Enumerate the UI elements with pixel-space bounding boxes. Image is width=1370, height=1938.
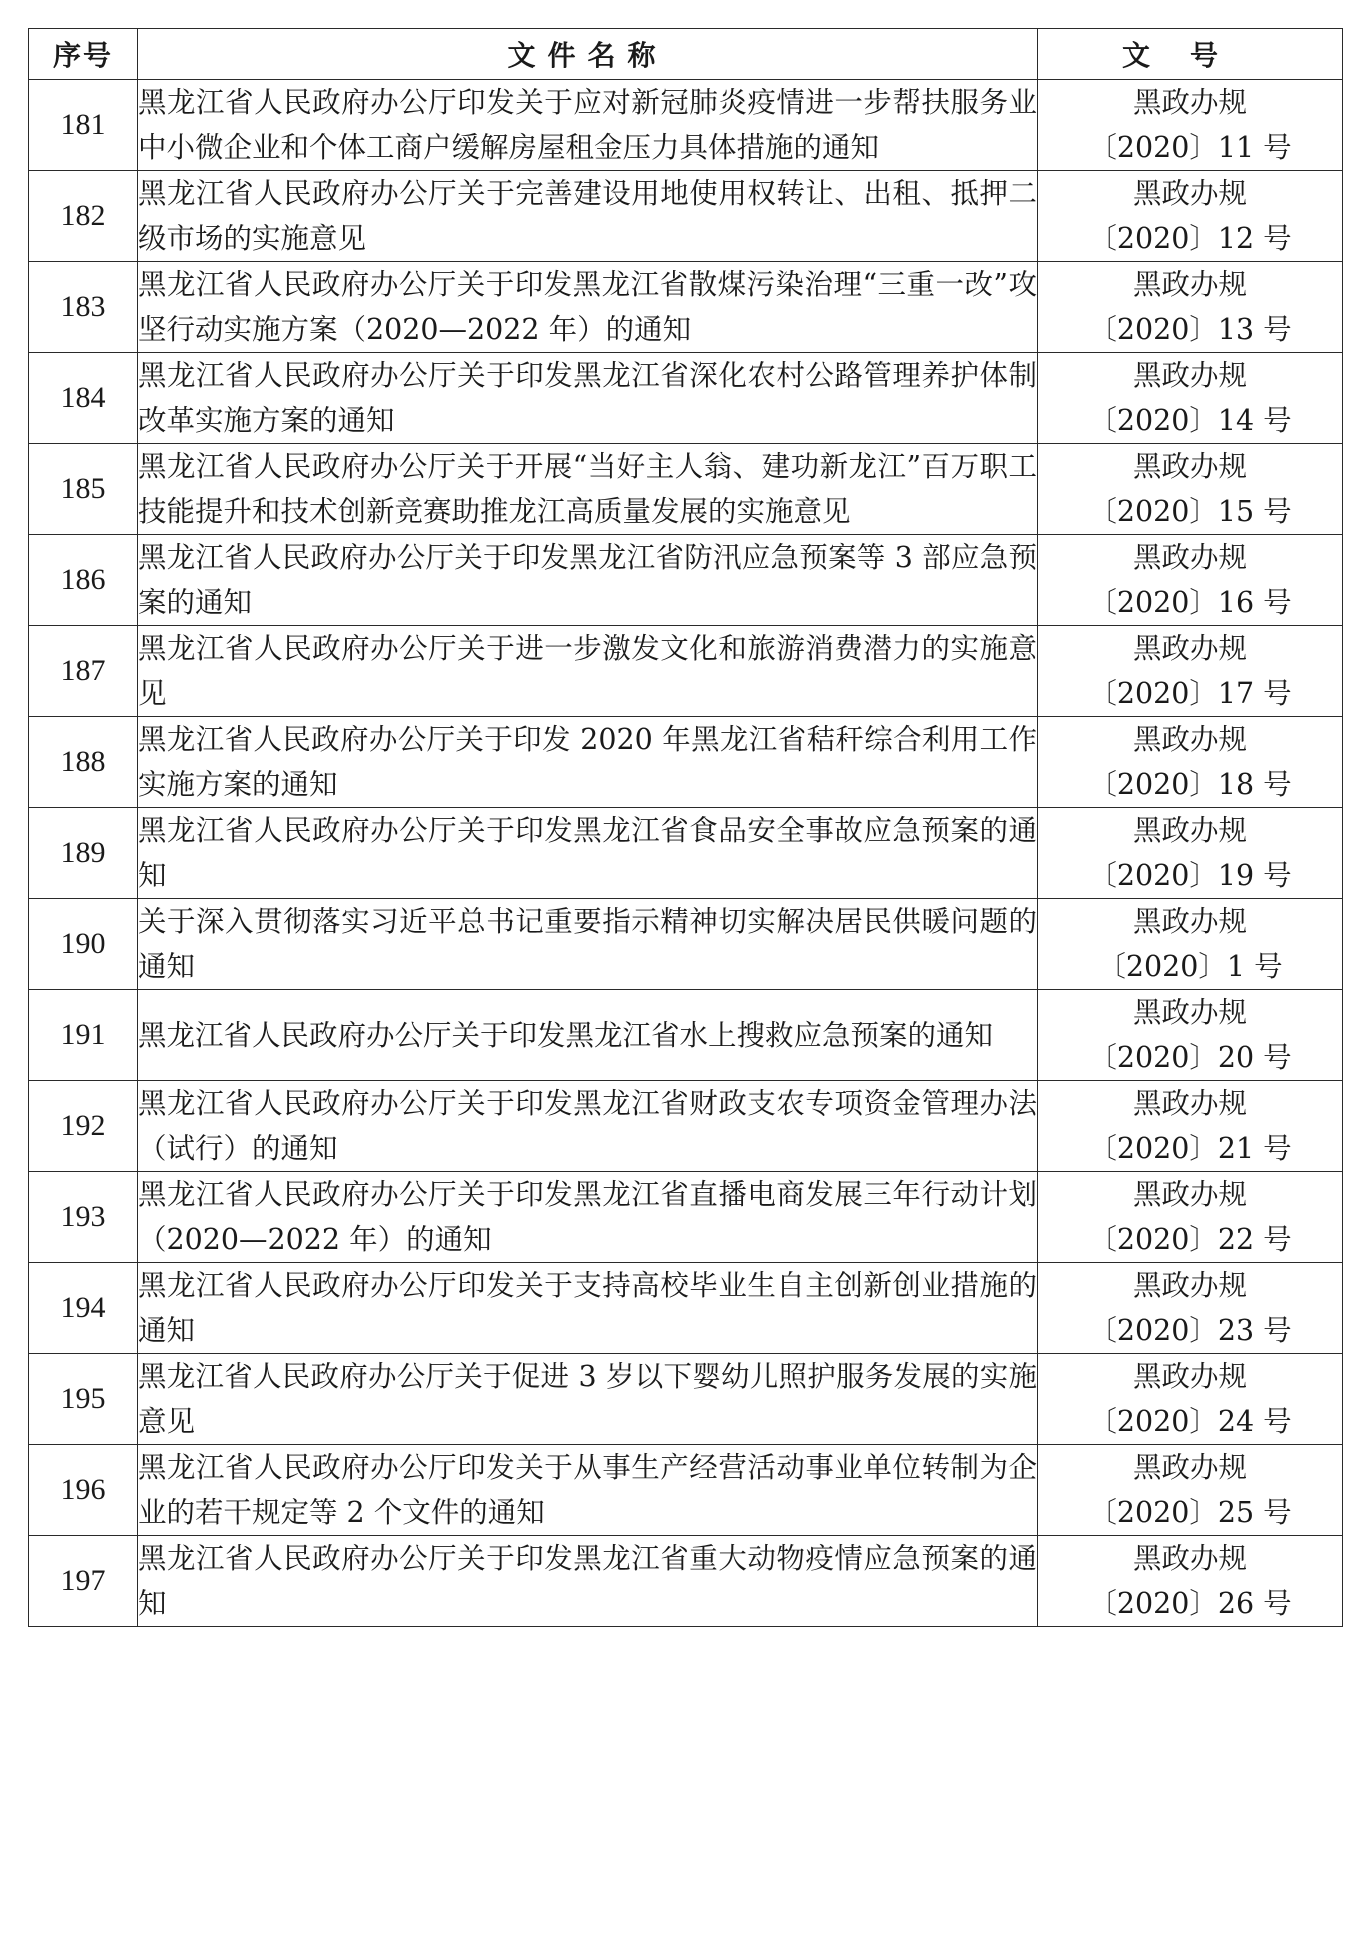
doc-number-prefix: 黑政办规 [1132, 1451, 1247, 1484]
row-serial-number: 182 [29, 171, 138, 262]
doc-number-prefix: 黑政办规 [1132, 996, 1247, 1029]
row-document-title: 黑龙江省人民政府办公厅关于印发黑龙江省食品安全事故应急预案的通知 [138, 808, 1038, 899]
doc-number-year: 〔2020〕26 号 [1088, 1587, 1292, 1620]
row-document-number [1038, 444, 1343, 535]
row-document-title: 黑龙江省人民政府办公厅关于印发黑龙江省深化农村公路管理养护体制改革实施方案的通知 [138, 353, 1038, 444]
table-row [29, 1172, 1343, 1263]
row-document-title: 黑龙江省人民政府办公厅关于进一步激发文化和旅游消费潜力的实施意见 [138, 626, 1038, 717]
table-row [29, 626, 1343, 717]
document-page [28, 28, 1342, 1627]
doc-number-year: 〔2020〕19 号 [1088, 859, 1292, 892]
row-document-title: 黑龙江省人民政府办公厅关于印发黑龙江省财政支农专项资金管理办法（试行）的通知 [138, 1081, 1038, 1172]
doc-number-year: 〔2020〕25 号 [1088, 1496, 1292, 1529]
table-row [29, 80, 1343, 171]
table-row [29, 1081, 1343, 1172]
header-document-number: 文号 [1038, 29, 1343, 80]
doc-number-year: 〔2020〕11 号 [1088, 131, 1292, 164]
row-document-title: 黑龙江省人民政府办公厅关于印发黑龙江省水上搜救应急预案的通知 [138, 990, 1038, 1081]
row-document-number [1038, 171, 1343, 262]
row-document-title: 黑龙江省人民政府办公厅关于印发黑龙江省防汛应急预案等 3 部应急预案的通知 [138, 535, 1038, 626]
table-row [29, 717, 1343, 808]
row-document-number [1038, 1354, 1343, 1445]
row-document-title: 黑龙江省人民政府办公厅关于开展“当好主人翁、建功新龙江”百万职工技能提升和技术创新竞赛助推龙江高质量发展的实施意见 [138, 444, 1038, 535]
doc-number-prefix: 黑政办规 [1132, 905, 1247, 938]
doc-number-year: 〔2020〕23 号 [1088, 1314, 1292, 1347]
row-document-title: 黑龙江省人民政府办公厅关于印发黑龙江省重大动物疫情应急预案的通知 [138, 1536, 1038, 1627]
row-serial-number: 193 [29, 1172, 138, 1263]
table-row [29, 1354, 1343, 1445]
doc-number-prefix: 黑政办规 [1132, 86, 1247, 119]
doc-number-prefix: 黑政办规 [1132, 268, 1247, 301]
doc-number-year: 〔2020〕15 号 [1088, 495, 1292, 528]
row-document-number [1038, 262, 1343, 353]
doc-number-prefix: 黑政办规 [1132, 632, 1247, 665]
row-serial-number: 188 [29, 717, 138, 808]
row-serial-number: 181 [29, 80, 138, 171]
table-row [29, 808, 1343, 899]
table-row [29, 444, 1343, 535]
doc-number-prefix: 黑政办规 [1132, 1542, 1247, 1575]
header-serial-number: 序号 [29, 29, 138, 80]
row-serial-number: 186 [29, 535, 138, 626]
row-document-title: 黑龙江省人民政府办公厅印发关于支持高校毕业生自主创新创业措施的通知 [138, 1263, 1038, 1354]
row-serial-number: 183 [29, 262, 138, 353]
table-row [29, 171, 1343, 262]
doc-number-prefix: 黑政办规 [1132, 814, 1247, 847]
doc-number-prefix: 黑政办规 [1132, 1087, 1247, 1120]
doc-number-prefix: 黑政办规 [1132, 723, 1247, 756]
row-serial-number: 192 [29, 1081, 138, 1172]
doc-number-prefix: 黑政办规 [1132, 450, 1247, 483]
table-row [29, 353, 1343, 444]
doc-number-year: 〔2020〕14 号 [1088, 404, 1292, 437]
table-row [29, 1536, 1343, 1627]
doc-number-prefix: 黑政办规 [1132, 1360, 1247, 1393]
doc-number-year: 〔2020〕24 号 [1088, 1405, 1292, 1438]
row-document-title: 黑龙江省人民政府办公厅关于促进 3 岁以下婴幼儿照护服务发展的实施意见 [138, 1354, 1038, 1445]
table-row [29, 262, 1343, 353]
doc-number-year: 〔2020〕20 号 [1088, 1041, 1292, 1074]
header-document-name: 文件名称 [138, 29, 1038, 80]
row-serial-number: 184 [29, 353, 138, 444]
doc-number-year: 〔2020〕16 号 [1088, 586, 1292, 619]
doc-number-year: 〔2020〕21 号 [1088, 1132, 1292, 1165]
row-document-title: 黑龙江省人民政府办公厅关于印发黑龙江省散煤污染治理“三重一改”攻坚行动实施方案（2020—2022 年）的通知 [138, 262, 1038, 353]
doc-number-year: 〔2020〕18 号 [1088, 768, 1292, 801]
row-document-title: 关于深入贯彻落实习近平总书记重要指示精神切实解决居民供暖问题的通知 [138, 899, 1038, 990]
row-document-number [1038, 808, 1343, 899]
row-document-number [1038, 80, 1343, 171]
row-document-title: 黑龙江省人民政府办公厅印发关于应对新冠肺炎疫情进一步帮扶服务业中小微企业和个体工商户缓解房屋租金压力具体措施的通知 [138, 80, 1038, 171]
row-document-number [1038, 1445, 1343, 1536]
doc-number-year: 〔2020〕17 号 [1088, 677, 1292, 710]
row-serial-number: 190 [29, 899, 138, 990]
row-document-title: 黑龙江省人民政府办公厅关于印发黑龙江省直播电商发展三年行动计划（2020—2022 年）的通知 [138, 1172, 1038, 1263]
document-table [28, 28, 1343, 1627]
row-document-number [1038, 1263, 1343, 1354]
row-document-number [1038, 353, 1343, 444]
row-serial-number: 187 [29, 626, 138, 717]
doc-number-year: 〔2020〕22 号 [1088, 1223, 1292, 1256]
table-row [29, 990, 1343, 1081]
doc-number-prefix: 黑政办规 [1132, 177, 1247, 210]
row-document-number [1038, 535, 1343, 626]
row-serial-number: 195 [29, 1354, 138, 1445]
row-serial-number: 197 [29, 1536, 138, 1627]
row-document-number [1038, 899, 1343, 990]
row-serial-number: 185 [29, 444, 138, 535]
doc-number-prefix: 黑政办规 [1132, 359, 1247, 392]
row-serial-number: 189 [29, 808, 138, 899]
row-document-title: 黑龙江省人民政府办公厅印发关于从事生产经营活动事业单位转制为企业的若干规定等 2 个文件的通知 [138, 1445, 1038, 1536]
row-document-number [1038, 717, 1343, 808]
doc-number-year: 〔2020〕13 号 [1088, 313, 1292, 346]
row-document-number [1038, 1081, 1343, 1172]
row-document-number [1038, 1172, 1343, 1263]
row-document-title: 黑龙江省人民政府办公厅关于印发 2020 年黑龙江省秸秆综合利用工作实施方案的通知 [138, 717, 1038, 808]
row-document-number [1038, 1536, 1343, 1627]
row-serial-number: 191 [29, 990, 138, 1081]
doc-number-year: 〔2020〕1 号 [1097, 950, 1283, 983]
doc-number-prefix: 黑政办规 [1132, 541, 1247, 574]
row-document-number [1038, 990, 1343, 1081]
table-row [29, 1263, 1343, 1354]
table-row [29, 899, 1343, 990]
doc-number-prefix: 黑政办规 [1132, 1178, 1247, 1211]
doc-number-year: 〔2020〕12 号 [1088, 222, 1292, 255]
row-serial-number: 194 [29, 1263, 138, 1354]
row-document-title: 黑龙江省人民政府办公厅关于完善建设用地使用权转让、出租、抵押二级市场的实施意见 [138, 171, 1038, 262]
table-row [29, 535, 1343, 626]
row-document-number [1038, 626, 1343, 717]
table-header-row [29, 29, 1343, 80]
table-row [29, 1445, 1343, 1536]
row-serial-number: 196 [29, 1445, 138, 1536]
doc-number-prefix: 黑政办规 [1132, 1269, 1247, 1302]
